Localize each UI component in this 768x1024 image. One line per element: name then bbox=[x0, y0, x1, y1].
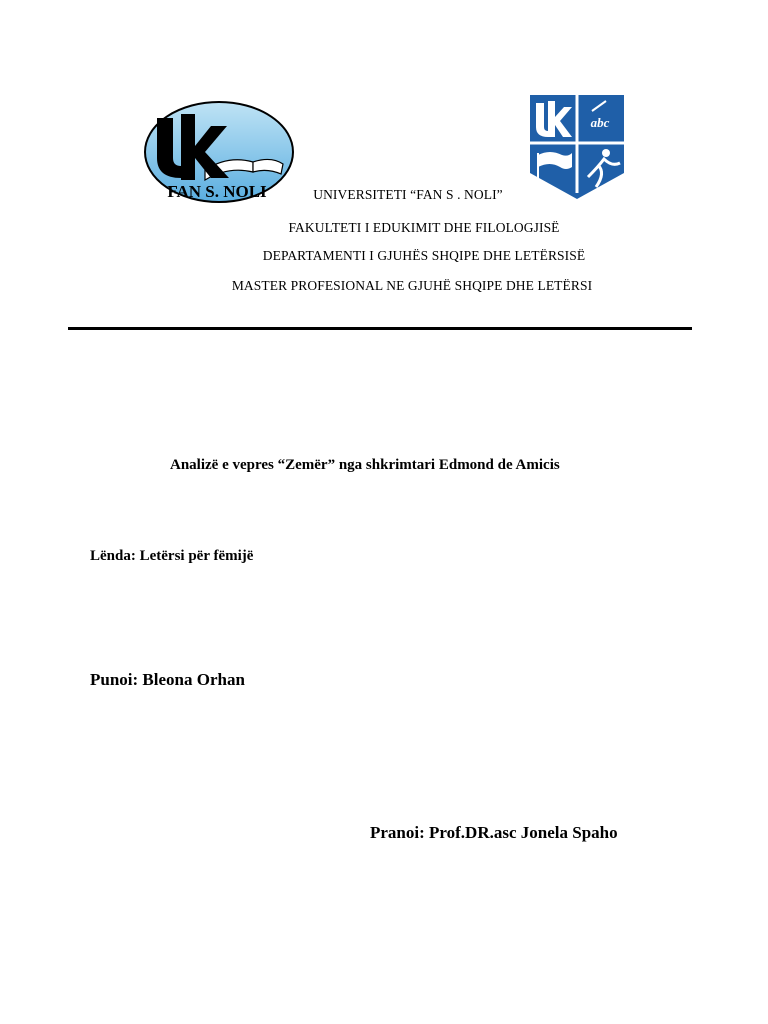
header-divider bbox=[68, 327, 692, 330]
department-name: DEPARTAMENTI I GJUHËS SHQIPE DHE LETËRSISË bbox=[262, 248, 586, 263]
document-title: Analizë e vepres “Zemër” nga shkrimtari Edmond de Amicis bbox=[170, 457, 560, 473]
faculty-shield-icon bbox=[528, 93, 626, 201]
logo-right-abc: abc bbox=[590, 115, 610, 130]
university-name: UNIVERSITETI “FAN S . NOLI” bbox=[313, 187, 503, 202]
faculty-name: FAKULTETI I EDUKIMIT DHE FILOLOGJISË bbox=[288, 220, 560, 235]
advisor-line: Pranoi: Prof.DR.asc Jonela Spaho bbox=[370, 823, 618, 842]
subject-line: Lënda: Letërsi për fëmijë bbox=[90, 548, 254, 564]
author-line: Punoi: Bleona Orhan bbox=[90, 670, 245, 689]
logo-left-sub: FAN S. NOLI bbox=[167, 182, 267, 201]
program-name: MASTER PROFESIONAL NE GJUHË SHQIPE DHE LETËRSI bbox=[231, 278, 593, 293]
